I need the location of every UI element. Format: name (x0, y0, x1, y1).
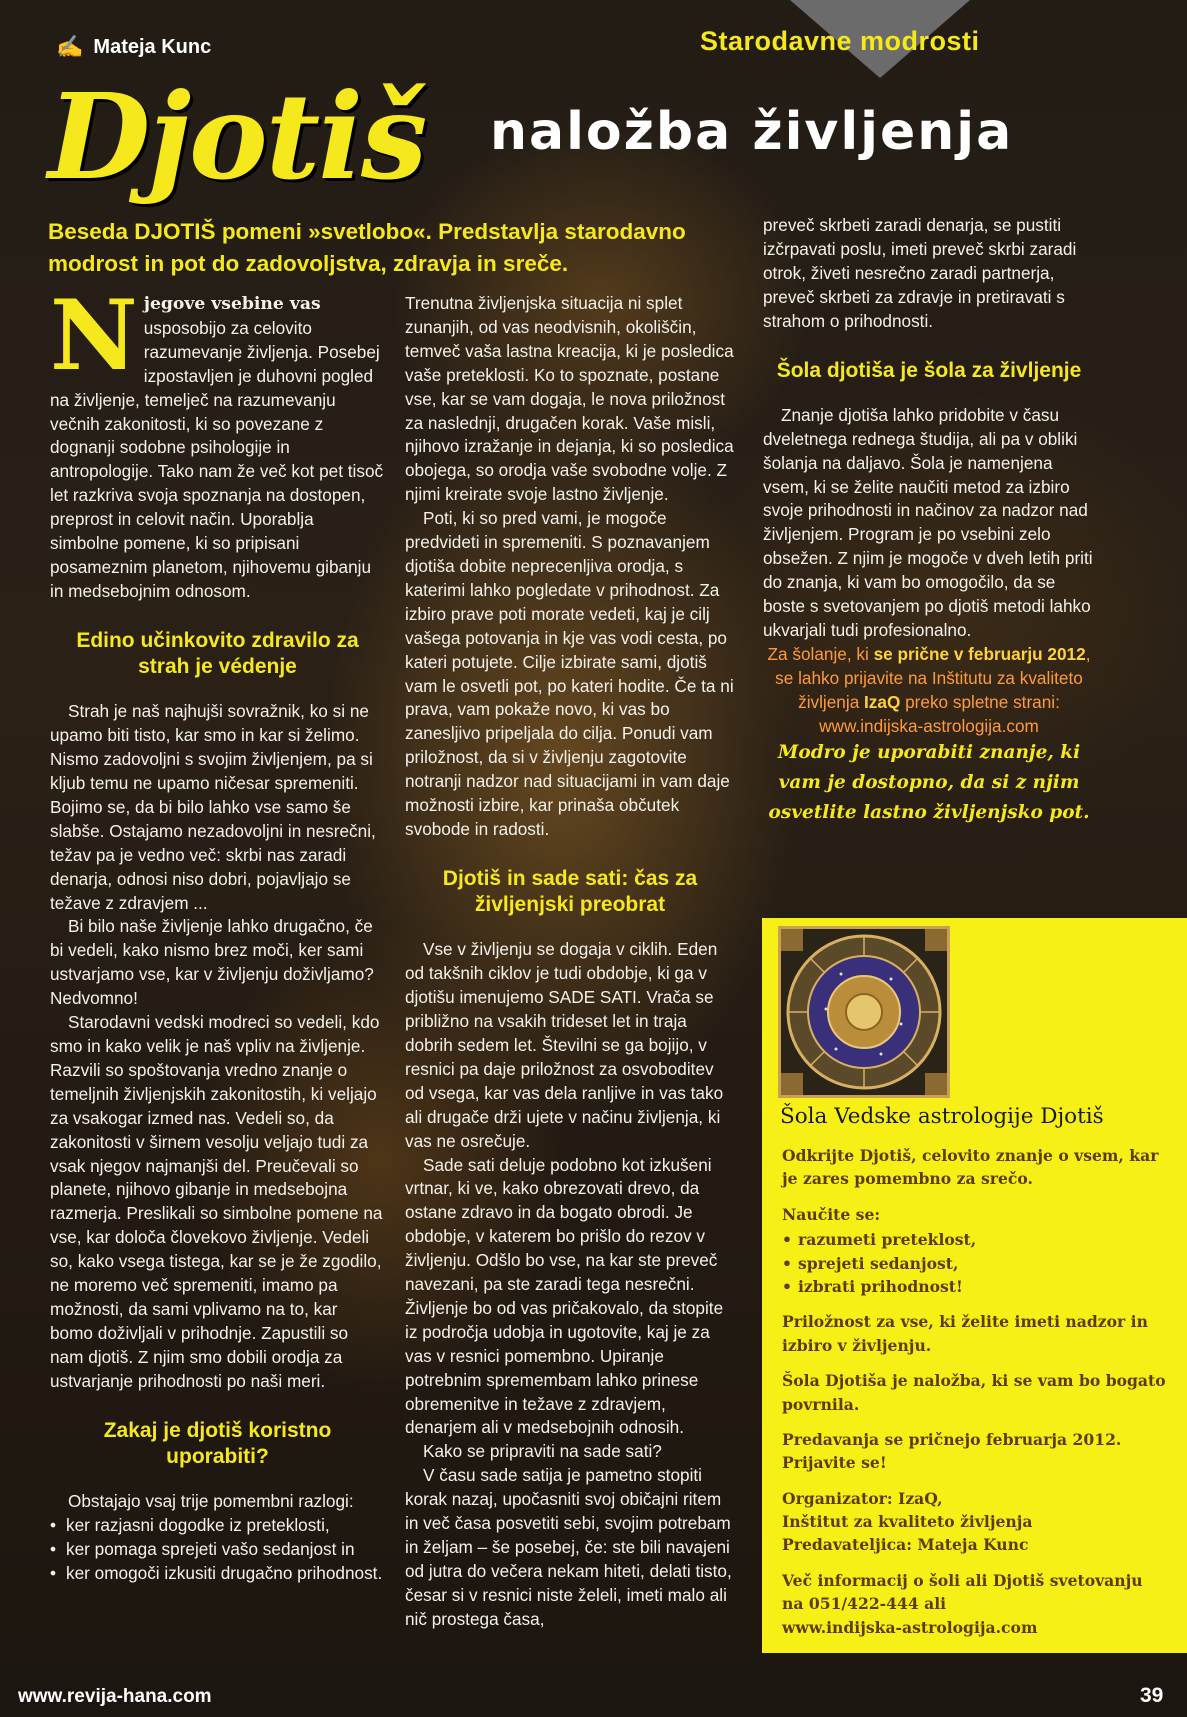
box-paragraph: Priložnost za vse, ki želite imeti nadzor in izbiro v življenju. (782, 1312, 1148, 1355)
box-line: www.indijska-astrologija.com (782, 1617, 1038, 1637)
box-line: Predavanja se pričnejo februarja 2012. (782, 1429, 1122, 1449)
notice-text: Za šolanje, ki (767, 643, 874, 664)
headline-sub: naložba življenja (490, 102, 1014, 162)
paragraph: Obstajajo vsaj trije pomembni razlogi: (68, 1491, 354, 1512)
box-contact (782, 1569, 1177, 1639)
paragraph: Strah je naš najhujši sovražnik, ko si ne upamo biti tisto, kar smo in kar si želimo. Nismo zadovoljni s svojim življenjem, pa si kljub temu ne upamo ničesar spremeniti. Bojimo se, da bi bilo lahko vse samo še slabše. Ostajamo nezadovoljni in nesrečni, težav pa je vedno več: skrbi nas zaradi denarja, odnosi niso dobri, pojavljajo se težave z zdravjem ... (50, 701, 376, 913)
paragraph: Znanje djotiša lahko pridobite v času dveletnega rednega študija, ali pa v obliki šolanja na daljavo. Šola je namenjena vsem, ki se želite naučiti metod za izbiro svoje prihodnosti in načinov za nadzor nad življenjem. Program je po vsebini zelo obsežen. Z njim je mogoče v dveh letih priti do znanja, ki vam bo omogočilo, da se boste s svetovanjem po djotiš metodi lahko ukvarjali tudi profesionalno. (763, 404, 1093, 640)
author-name: Mateja Kunc (93, 35, 212, 58)
list-item: • izbrati prihodnost! (782, 1275, 1177, 1298)
subheading-sola: Šola djotiša je šola za življenje (776, 358, 1082, 382)
box-paragraph: Šola Djotiša je naložba, ki se vam bo bogato povrnila. (782, 1371, 1166, 1414)
page-number: 39 (1140, 1684, 1164, 1707)
zodiac-wheel-icon (778, 926, 950, 1098)
intro-bold: jegove vsebine vas (143, 294, 321, 314)
box-line: Inštitut za kvaliteto življenja (782, 1512, 1033, 1532)
paragraph: V času sade satija je pametno stopiti korak nazaj, upočasniti svoj običajni ritem in več časa posvetiti sebi, svojim potrebam in željam – še posebej, če: ste bili navajeni od jutra do večera nekam hiteti, delati tisto, česar si v resnici niste želeli, imeti malo ali nič prostega časa, (405, 1465, 732, 1629)
box-line: Organizator: IzaQ, (782, 1488, 943, 1508)
author-byline (56, 34, 211, 60)
paragraph: Kako se pripraviti na sade sati? (423, 1441, 662, 1462)
notice-text: , se lahko prijavite na Inštitutu za kvaliteto življenja (775, 643, 1091, 712)
box-body (782, 1144, 1177, 1651)
box-line: Predavateljica: Mateja Kunc (782, 1535, 1029, 1555)
notice-bold: se prične (873, 643, 950, 664)
list-item: • sprejeti sedanjost, (782, 1252, 1177, 1275)
drop-cap: N (50, 279, 138, 392)
paragraph: Trenutna življenjska situacija ni splet zunanjih, od vas neodvisnih, okoliščin, temveč vaša lastna kreacija, ki je posledica vaše preteklosti. Ko to spoznate, postane vse, kar se vam dogaja, le nova priložnost za naslednji, drugačen korak. Vaše misli, njihovo izražanje in dejanja, ki so posledica obojega, so orodja vaše svobodne volje. Z njimi kreirate svoje lastno življenje. (405, 293, 734, 505)
school-info-box (762, 918, 1187, 1653)
intro-paragraph (50, 279, 385, 604)
notice-text: preko spletne strani: www.indijska-astrologija.com (819, 691, 1060, 736)
subheading-strah: Edino učinkovito zdravilo za strah je védenje (76, 628, 359, 679)
notice-bold: IzaQ (864, 691, 901, 712)
subheading-zakaj: Zakaj je djotiš koristno uporabiti? (103, 1418, 332, 1468)
reasons-list (50, 1514, 385, 1586)
box-line: Prijavite se! (782, 1453, 887, 1473)
paragraph: Poti, ki so pred vami, je mogoče predvideti in spremeniti. S poznavanjem djotiša dobite neprecenljiva orodja, s katerimi lahko pogledate v prihodnost. Za izbiro prave poti morate vedeti, kaj je cilj vašega potovanja in kje vas vodi cesta, po kateri potujete. Cilje izbirate sami, djotiš vam le osvetli pot, po kateri hodite. Če ta ni prava, vam pokaže novo, ki vas bo zanesljivo pripeljala do cilja. Ponudi vam priložnost, da si v življenju zagotovite notranji nadzor nad situacijami in vam daje možnosti izbire, kar prinaša občutek svobode in radosti. (405, 508, 734, 839)
lead-paragraph: Beseda DJOTIŠ pomeni »svetlobo«. Predstavlja starodavno modrost in pot do zadovoljstva, zdravja in sreče. (48, 219, 686, 276)
list-item: • ker omogoči izkusiti drugačno prihodnost. (50, 1562, 385, 1586)
pen-icon: ✍ (56, 34, 84, 59)
box-paragraph (782, 1428, 1177, 1475)
box-line: na 051/422-444 ali (782, 1594, 947, 1614)
footer-url: www.revija-hana.com (18, 1686, 212, 1707)
box-organizer (782, 1487, 1177, 1557)
pull-quote: Modro je uporabiti znanje, ki vam je dostopno, da si z njim osvetlite lastno življenjsko pot. (768, 742, 1090, 823)
box-title: Šola Vedske astrologije Djotiš (780, 1104, 1104, 1129)
enrollment-notice (763, 643, 1095, 739)
list-item: • ker razjasni dogodke iz preteklosti, (50, 1514, 385, 1538)
box-paragraph: Odkrijte Djotiš, celovito znanje o vsem, kar je zares pomembno za srečo. (782, 1146, 1159, 1189)
intro-text: usposobijo za celovito razumevanje življenja. Posebej izpostavljen je duhovni pogled na življenje, temelječ na razumevanju večnih zakonitosti, ki so povezane z dognanji sodobne psihologije in antropologije. Tako nam že več kot pet tisoč let razkriva svoja spoznanja na dostopen, preprost in celovit način. Uporablja simbolne pomene, ki so pripisani posameznim planetom, njihovemu gibanju in medsebojnim odnosom. (50, 317, 384, 601)
box-list (782, 1228, 1177, 1298)
section-title: Starodavne modrosti (700, 26, 980, 56)
column-2 (405, 292, 735, 1632)
column-3 (763, 214, 1095, 827)
paragraph: Starodavni vedski modreci so vedeli, kdo smo in kako velik je naš vpliv na življenje. Razvili so spoštovanja vredno znanje o temeljnih življenjskih zakonitostih, ki veljajo za vsakogar izmed nas. Vedeli so, da zakonitosti v širnem vesolju veljajo tudi za vsak njegov najmanjši del. Preučevali so planete, njihovo gibanje in medsebojna razmerja. Preslikali so simbolne pomene na vse, kar določa človekovo življenje. Vedeli so, kako vsega tistega, kar se je že zgodilo, ne moremo več spremeniti, imamo pa možnosti, da sami vplivamo na to, kar bomo doživljali v prihodnje. Zapustili so nam djotiš. Z njim smo dobili orodja za ustvarjanje prihodnosti po naši meri. (50, 1012, 383, 1391)
paragraph: Sade sati deluje podobno kot izkušeni vrtnar, ki ve, kako obrezovati drevo, da ostane zdravo in da bogato obrodi. Je obdobje, v katerem bo prišlo do rezov v življenju. Odšlo bo vse, na kar ste preveč navezani, pa ste zaradi tega nesrečni. Življenje bo od vas pričakovalo, da stopite iz področja udobja in ugotovite, kaj je za vas v resnici pomembno. Upiranje potrebnim spremembam lahko prinese obremenitve in težave z zdravjem, denarjem ali v medsebojnih odnosih. (405, 1154, 724, 1438)
subheading-sade-sati: Djotiš in sade sati: čas za življenjski preobrat (442, 866, 698, 917)
paragraph: preveč skrbeti zaradi denarja, se pustiti izčrpavati poslu, imeti preveč skrbi zaradi otrok, živeti nesrečno zaradi partnerja, preveč skrbeti za zdravje in pretiravati s strahom o prihodnosti. (763, 215, 1077, 331)
box-learn-label: Naučite se: (782, 1204, 881, 1224)
column-1 (50, 279, 385, 1586)
box-line: Več informacij o šoli ali Djotiš svetovanju (782, 1570, 1143, 1590)
paragraph: Bi bilo naše življenje lahko drugačno, če bi vedeli, kako nismo brez moči, ker sami ustvarjamo vse, kar v življenju doživljamo? Nedvomno! (50, 916, 374, 1009)
notice-bold: v februarju 2012 (949, 643, 1086, 664)
list-item: • razumeti preteklost, (782, 1228, 1177, 1251)
paragraph: Vse v življenju se dogaja v ciklih. Eden od takšnih ciklov je tudi obdobje, ki ga v djotišu imenujemo SADE SATI. Vrača se približno na vsakih trideset let in traja dobrih sedem let. Številni se ga bojijo, v resnici pa daje priložnost za osvoboditev od vsega, kar vas dela ranljive in vas tako ali drugače drži ujete v načinu življenja, ki vas ne osrečuje. (405, 939, 724, 1151)
headline-main: Djotiš (48, 67, 426, 206)
list-item: • ker pomaga sprejeti vašo sedanjost in (50, 1538, 385, 1562)
